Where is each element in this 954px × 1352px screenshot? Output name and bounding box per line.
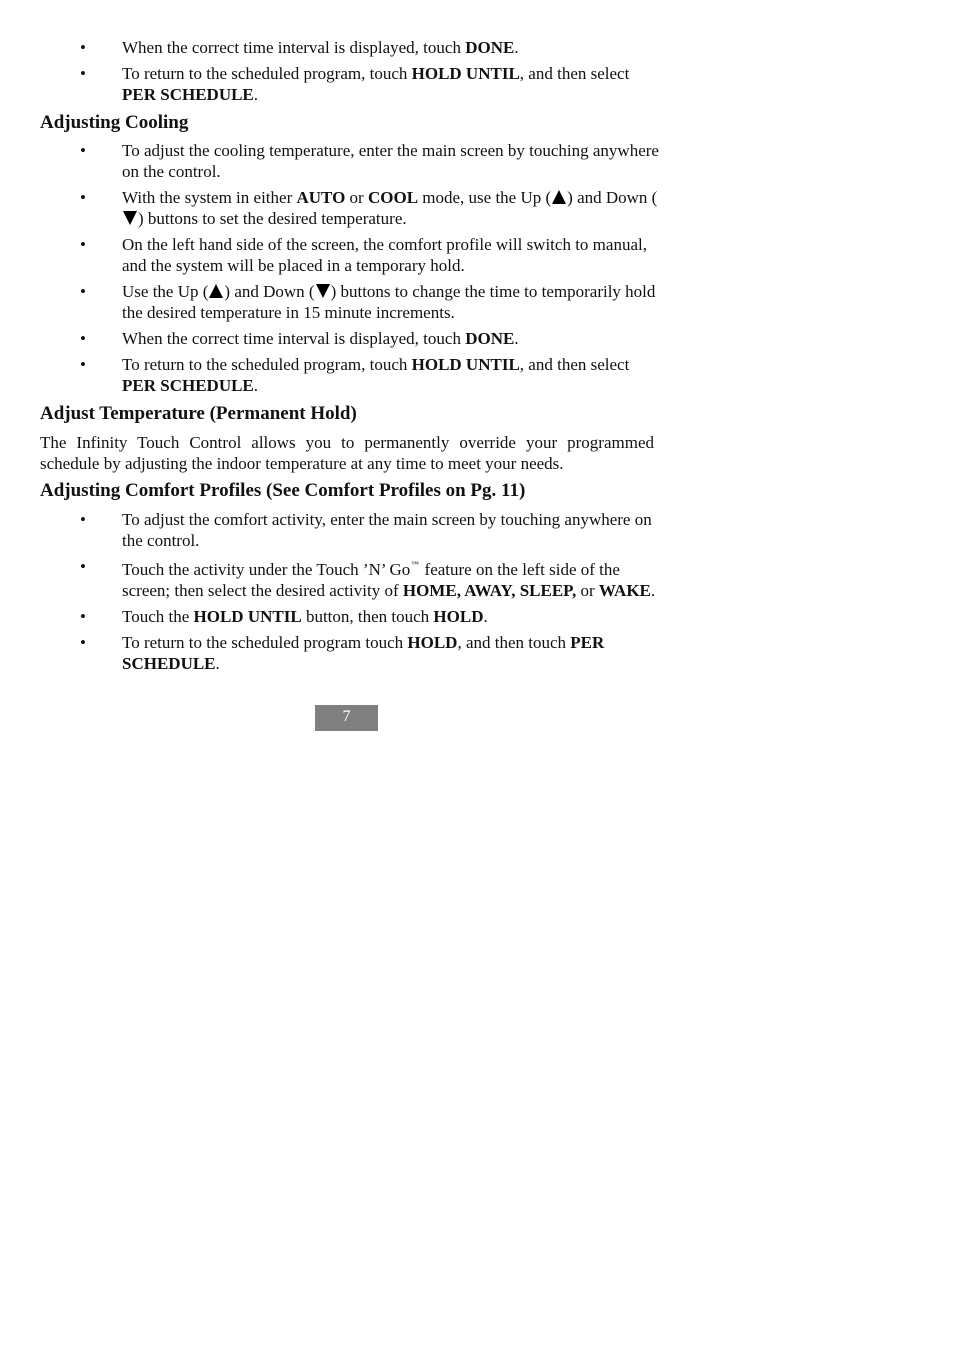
list-item: • To return to the scheduled program, touch HOLD UNTIL, and then select PER SCHEDULE. (80, 355, 630, 395)
option-per-schedule: PER SCHEDULE (122, 376, 254, 395)
bullet: • (80, 64, 86, 83)
permanent-hold-paragraph: The Infinity Touch Control allows you to permanently override your programmed schedule by adjusting the indoor temperature at any time to meet your needs. (40, 433, 654, 473)
list-item: • To return to the scheduled program, touch HOLD UNTIL, and then select PER SCHEDULE. (80, 64, 630, 104)
option-per-schedule: PER SCHEDULE (122, 633, 605, 673)
list-item: • With the system in either AUTO or COOL mode, use the Up ( ) and Down () buttons to set the desired temperature. (80, 188, 658, 228)
cooling-instruction-list (0, 140, 700, 401)
up-arrow-icon (209, 284, 223, 298)
comfort-profiles-instruction-list (0, 509, 700, 679)
list-item: • To adjust the comfort activity, enter the main screen by touching anywhere on the control. (80, 510, 652, 550)
button-name-done: DONE (465, 329, 515, 348)
list-item: • To adjust the cooling temperature, enter the main screen by touching anywhere on the control. (80, 141, 659, 181)
list-item: • When the correct time interval is displayed, touch DONE. (80, 329, 519, 348)
trademark-symbol: ™ (410, 561, 421, 572)
up-arrow-icon (552, 190, 566, 204)
bullet: • (80, 355, 86, 374)
button-name-done: DONE (465, 38, 515, 57)
mode-auto: AUTO (296, 188, 346, 207)
bullet: • (80, 607, 86, 626)
button-name-hold-until: HOLD UNTIL (193, 607, 302, 626)
button-name-hold-until: HOLD UNTIL (411, 64, 520, 83)
list-item: • On the left hand side of the screen, the comfort profile will switch to manual, and the system will be placed in a temporary hold. (80, 235, 647, 275)
activity-wake: WAKE (598, 581, 651, 600)
bullet: • (80, 38, 86, 57)
list-item: • When the correct time interval is displayed, touch DONE. (80, 38, 519, 57)
bullet: • (80, 329, 86, 348)
continued-instruction-list (0, 37, 700, 110)
list-item: • Touch the HOLD UNTIL button, then touch HOLD. (80, 607, 488, 626)
heading-comfort-profiles: Adjusting Comfort Profiles (See Comfort Profiles on Pg. 11) (40, 480, 526, 501)
button-name-hold: HOLD (433, 607, 484, 626)
option-per-schedule: PER SCHEDULE (122, 85, 254, 104)
bullet: • (80, 557, 86, 576)
list-item: • Use the Up ( ) and Down ( ) buttons to change the time to temporarily hold the desired temperature in 15 minute increments. (80, 282, 656, 322)
heading-permanent-hold: Adjust Temperature (Permanent Hold) (40, 403, 357, 424)
button-name-hold: HOLD (407, 633, 458, 652)
bullet: • (80, 235, 86, 254)
bullet: • (80, 510, 86, 529)
bullet: • (80, 282, 86, 301)
list-item: • To return to the scheduled program touch HOLD, and then touch PER SCHEDULE. (80, 633, 605, 673)
heading-adjusting-cooling: Adjusting Cooling (40, 112, 189, 133)
mode-cool: COOL (367, 188, 419, 207)
button-name-hold-until: HOLD UNTIL (411, 355, 520, 374)
list-item: • Touch the activity under the Touch ’N’ Go™ feature on the left side of the screen; then select the desired activity of HOME, AWAY, SLEEP, or WAKE. (80, 557, 656, 600)
bullet: • (80, 633, 86, 652)
down-arrow-icon (123, 211, 137, 225)
bullet: • (80, 141, 86, 160)
down-arrow-icon (316, 284, 330, 298)
page-number: 7 (315, 705, 378, 731)
bullet: • (80, 188, 86, 207)
activity-options: HOME, AWAY, SLEEP, (402, 581, 577, 600)
